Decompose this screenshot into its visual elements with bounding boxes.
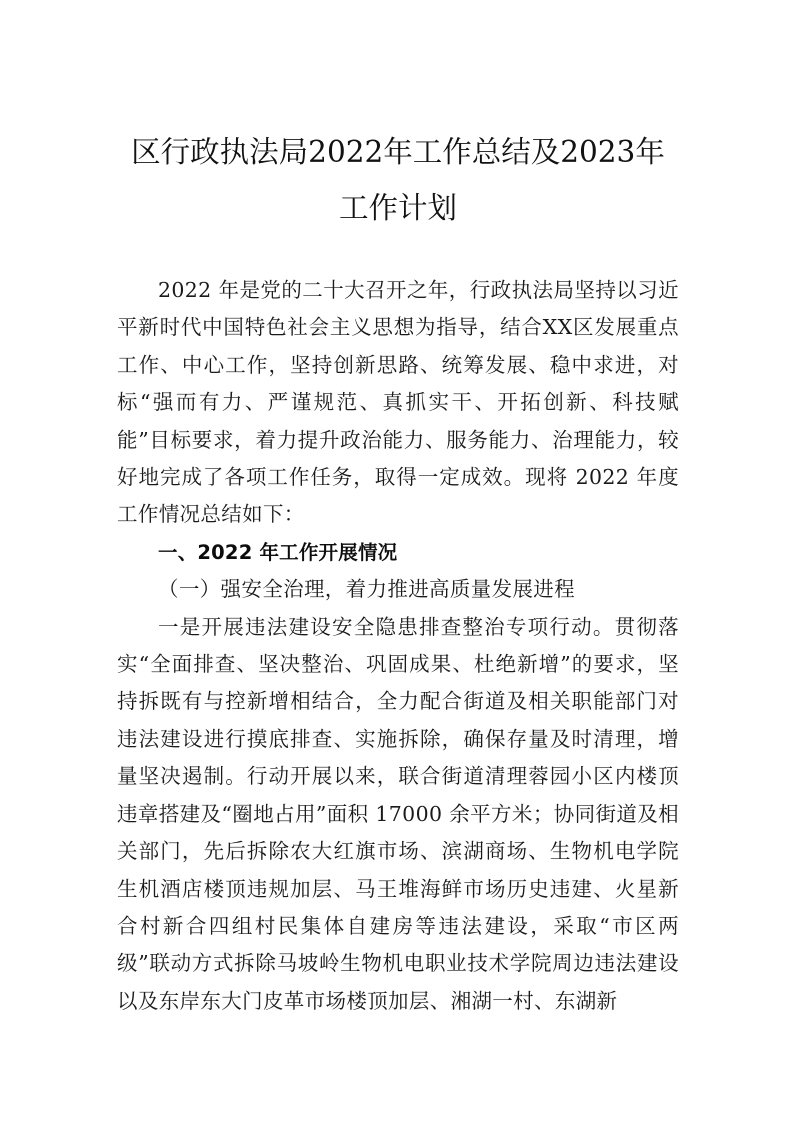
section-heading-one: 一、2022 年工作开展情况	[158, 540, 398, 564]
page-title: 区行政执法局2022年工作总结及2023年工作计划	[131, 135, 665, 225]
body-paragraph-one: 一是开展违法建设安全隐患排查整治专项行动。贯彻落实“全面排查、坚决整治、巩固成果、杜绝新增”的要求，坚持拆既有与控新增相结合，全力配合街道及相关职能部门对违法建设进行摸底排查、实施拆除，确保存量及时清理，增量坚决遏制。行动开展以来，联合街道清理蓉园小区内楼顶违章搭建及“圈地占用”面积 17000 余平方米；协同街道及相关部门，先后拆除农大红旗市场、滨湖商场、生物机电学院生机酒店楼顶违规加层、马王堆海鲜市场历史违建、火星新合村新合四组村民集体自建房等违法建设，采取“市区两级”联动方式拆除马坡岭生物机电职业技术学院周边违法建设以及东岸东大门皮革市场楼顶加层、湘湖一村、东湖新	[117, 614, 679, 1013]
document-body	[117, 272, 679, 1020]
intro-paragraph: 2022 年是党的二十大召开之年，行政执法局坚持以习近平新时代中国特色社会主义思想为指导，结合XX区发展重点工作、中心工作，坚持创新思路、统筹发展、稳中求进，对标“强而有力、严谨规范、真抓实干、开拓创新、科技赋能”目标要求，着力提升政治能力、服务能力、治理能力，较好地完成了各项工作任务，取得一定成效。现将 2022 年度工作情况总结如下：	[117, 278, 679, 527]
subsection-heading-one: （一）强安全治理，着力推进高质量发展进程	[158, 577, 575, 602]
